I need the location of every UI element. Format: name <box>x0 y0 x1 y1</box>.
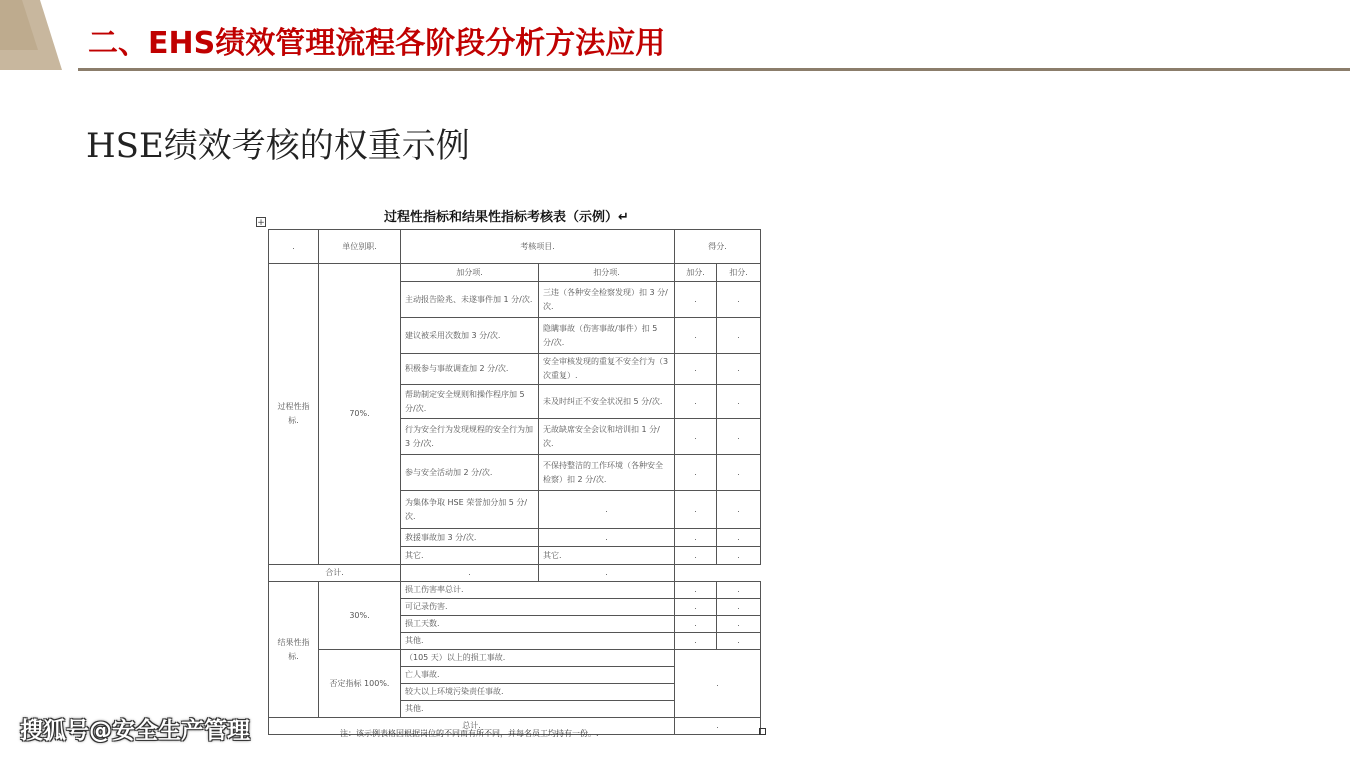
subtotal-add: . <box>401 565 539 582</box>
grand-total: 总计. <box>269 718 675 735</box>
add-score: . <box>675 455 717 491</box>
page-title: 二、EHS绩效管理流程各阶段分析方法应用 <box>88 26 666 61</box>
add-item: 积极参与事故调查加 2 分/次. <box>401 354 539 385</box>
title-divider <box>78 68 1350 71</box>
add-item: 其它. <box>401 547 539 565</box>
deduct-score: . <box>717 385 761 419</box>
deduct-item: 其它. <box>539 547 675 565</box>
add-item: 为集体争取 HSE 荣誉加分加 5 分/次. <box>401 491 539 529</box>
deduct-score: . <box>717 318 761 354</box>
result-deduct: . <box>717 599 761 616</box>
assessment-table <box>268 229 761 735</box>
deduct-score: . <box>717 282 761 318</box>
veto-item: 亡人事故. <box>401 667 675 684</box>
result-item: 可记录伤害. <box>401 599 675 616</box>
header-score: 得分. <box>675 230 761 264</box>
deduct-item: 未及时纠正不安全状况扣 5 分/次. <box>539 385 675 419</box>
add-item: 行为安全行为发现规程的安全行为加 3 分/次. <box>401 419 539 455</box>
deduct-score: . <box>717 419 761 455</box>
deduct-item: 安全审核发现的重复不安全行为（3 次重复）. <box>539 354 675 385</box>
result-weight: 30%. <box>319 582 401 650</box>
add-score: . <box>675 419 717 455</box>
add-item: 参与安全活动加 2 分/次. <box>401 455 539 491</box>
deduct-item: 无故缺席安全会议和培训扣 1 分/次. <box>539 419 675 455</box>
result-deduct: . <box>717 582 761 599</box>
result-add: . <box>675 616 717 633</box>
header-add-items: 加分项. <box>401 264 539 282</box>
deduct-item: 隐瞒事故（伤害事故/事件）扣 5 分/次. <box>539 318 675 354</box>
watermark: 搜狐号@安全生产管理 <box>20 718 250 744</box>
table-title: 过程性指标和结果性指标考核表（示例）↵ <box>384 210 629 225</box>
deduct-score: . <box>717 491 761 529</box>
add-score: . <box>675 491 717 529</box>
header-blank: . <box>269 230 319 264</box>
header-deduct: 扣分. <box>717 264 761 282</box>
add-score: . <box>675 354 717 385</box>
add-item: 帮助制定安全规则和操作程序加 5 分/次. <box>401 385 539 419</box>
table-resize-handle[interactable] <box>759 728 766 735</box>
add-score: . <box>675 385 717 419</box>
grand-total-score: . <box>675 718 761 735</box>
header-add: 加分. <box>675 264 717 282</box>
result-indicator-label: 结果性指标. <box>269 582 319 718</box>
add-score: . <box>675 282 717 318</box>
result-add: . <box>675 582 717 599</box>
add-score: . <box>675 318 717 354</box>
add-item: 建议被采用次数加 3 分/次. <box>401 318 539 354</box>
process-weight: 70%. <box>319 264 401 565</box>
veto-score: . <box>675 650 761 718</box>
deduct-score: . <box>717 354 761 385</box>
add-score: . <box>675 529 717 547</box>
add-item: 主动报告险兆、未遂事件加 1 分/次. <box>401 282 539 318</box>
process-subtotal: 合计. <box>269 565 401 582</box>
deduct-item: 不保持整洁的工作环境（各种安全检察）扣 2 分/次. <box>539 455 675 491</box>
header-deduct-items: 扣分项. <box>539 264 675 282</box>
add-item: 救援事故加 3 分/次. <box>401 529 539 547</box>
veto-weight: 否定指标 100%. <box>319 650 401 718</box>
result-deduct: . <box>717 633 761 650</box>
table-note: 注：该示例表格因根据岗位的不同而有所不同，并每名员工均持有一份。. <box>340 729 599 738</box>
result-add: . <box>675 599 717 616</box>
header-weight: 单位别职. <box>319 230 401 264</box>
deduct-score: . <box>717 529 761 547</box>
process-indicator-label: 过程性指标. <box>269 264 319 565</box>
result-item: 损工天数. <box>401 616 675 633</box>
deduct-score: . <box>717 455 761 491</box>
result-add: . <box>675 633 717 650</box>
deduct-item: . <box>539 529 675 547</box>
slide-subtitle: HSE绩效考核的权重示例 <box>86 126 470 166</box>
result-item: 损工伤害率总计. <box>401 582 675 599</box>
deduct-item: 三违（各种安全检察发现）扣 3 分/次. <box>539 282 675 318</box>
veto-item: 其他. <box>401 701 675 718</box>
veto-item: 较大以上环境污染责任事故. <box>401 684 675 701</box>
deduct-item: . <box>539 491 675 529</box>
result-deduct: . <box>717 616 761 633</box>
header-items: 考核项目. <box>401 230 675 264</box>
add-score: . <box>675 547 717 565</box>
subtotal-deduct: . <box>539 565 675 582</box>
corner-decoration <box>0 0 62 70</box>
result-item: 其他. <box>401 633 675 650</box>
deduct-score: . <box>717 547 761 565</box>
veto-item: （105 天）以上的损工事故. <box>401 650 675 667</box>
table-move-handle[interactable]: + <box>257 218 265 228</box>
